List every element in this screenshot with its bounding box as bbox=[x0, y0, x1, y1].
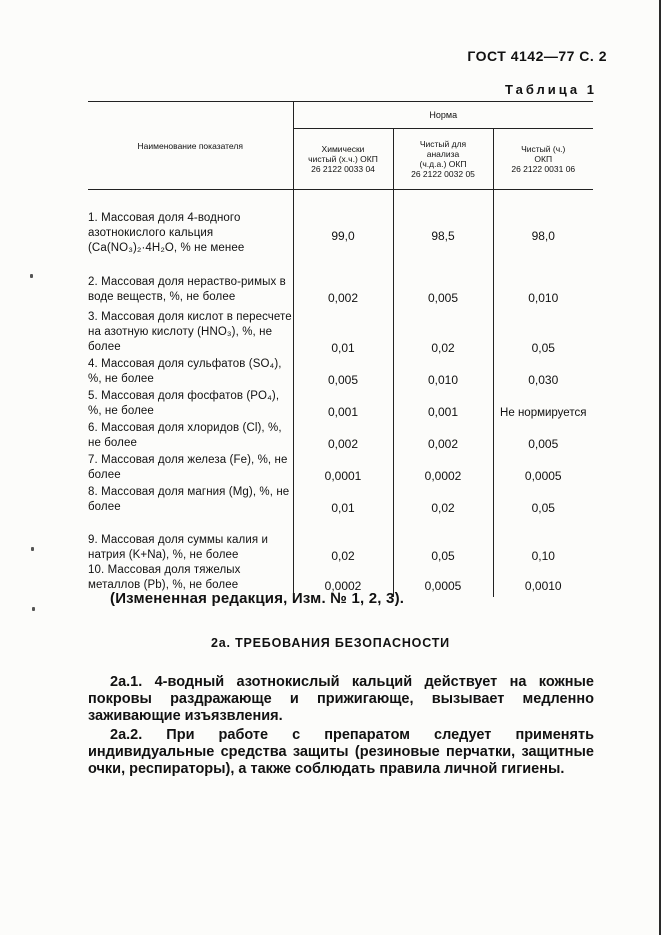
table-label: Таблица 1 bbox=[504, 82, 597, 97]
value-grade-1: 0,002 bbox=[293, 419, 393, 451]
value-grade-1: 0,001 bbox=[293, 387, 393, 419]
value-grade-2: 0,02 bbox=[393, 483, 493, 515]
table-row bbox=[88, 483, 593, 515]
column-header-grade-1: Химически чистый (х.ч.) ОКП 26 2122 0033 04 bbox=[293, 129, 393, 190]
value-grade-2: 0,02 bbox=[393, 305, 493, 355]
value-grade-3: Не нормируется bbox=[493, 387, 593, 419]
value-grade-2: 0,0005 bbox=[393, 563, 493, 597]
value-grade-3: 0,010 bbox=[493, 256, 593, 305]
indicator-name: 7. Массовая доля железа (Fe), %, не более bbox=[88, 453, 288, 481]
table-row bbox=[88, 515, 593, 563]
value-grade-2: 0,05 bbox=[393, 515, 493, 563]
indicator-name: 6. Массовая доля хлоридов (Cl), %, не более bbox=[88, 421, 282, 449]
value-grade-1: 0,02 bbox=[293, 515, 393, 563]
value-grade-3: 0,030 bbox=[493, 355, 593, 387]
indicator-name: 4. Массовая доля сульфатов (SO₄), %, не более bbox=[88, 357, 282, 385]
table-row bbox=[88, 419, 593, 451]
section-title: 2а. ТРЕБОВАНИЯ БЕЗОПАСНОСТИ bbox=[211, 636, 450, 650]
value-grade-2: 0,002 bbox=[393, 419, 493, 451]
column-header-grade-3: Чистый (ч.) ОКП 26 2122 0031 06 bbox=[493, 129, 593, 190]
norms-table bbox=[88, 101, 593, 597]
table-row bbox=[88, 387, 593, 419]
value-grade-3: 0,005 bbox=[493, 419, 593, 451]
value-grade-1: 0,01 bbox=[293, 305, 393, 355]
value-grade-2: 0,0002 bbox=[393, 451, 493, 483]
value-grade-3: 0,0010 bbox=[493, 563, 593, 597]
value-grade-3: 0,0005 bbox=[493, 451, 593, 483]
value-grade-1: 0,0001 bbox=[293, 451, 393, 483]
indicator-name: 2. Массовая доля нераство-римых в воде веществ, %, не более bbox=[88, 275, 286, 303]
value-grade-3: 0,10 bbox=[493, 515, 593, 563]
value-grade-2: 0,010 bbox=[393, 355, 493, 387]
value-grade-2: 0,005 bbox=[393, 256, 493, 305]
value-grade-2: 0,001 bbox=[393, 387, 493, 419]
paragraph-2a2: 2а.2. При работе с препаратом следует применять индивидуальные средства защиты (резиновые перчатки, защитные очки, респираторы), а также соблюдать правила личной гигиены. bbox=[88, 727, 594, 777]
revision-note: (Измененная редакция, Изм. № 1, 2, 3). bbox=[110, 590, 405, 607]
value-grade-1: 0,01 bbox=[293, 483, 393, 515]
value-grade-2: 98,5 bbox=[393, 190, 493, 256]
column-header-norm: Норма bbox=[293, 102, 593, 129]
value-grade-1: 0,0002 bbox=[293, 563, 393, 597]
scan-speck bbox=[30, 274, 33, 278]
value-grade-3: 98,0 bbox=[493, 190, 593, 256]
indicator-name: 8. Массовая доля магния (Mg), %, не более bbox=[88, 485, 290, 513]
value-grade-1: 99,0 bbox=[293, 190, 393, 256]
value-grade-1: 0,002 bbox=[293, 256, 393, 305]
table-row bbox=[88, 190, 593, 256]
indicator-name: 1. Массовая доля 4-водного азотнокислого кальция (Ca(NO₃)₂·4H₂O, % не менее bbox=[88, 211, 245, 254]
table-row bbox=[88, 355, 593, 387]
indicator-name: 10. Массовая доля тяжелых металлов (Pb), %, не более bbox=[88, 563, 241, 591]
indicator-name: 3. Массовая доля кислот в пересчете на азотную кислоту (HNO₃), %, не более bbox=[88, 310, 292, 353]
value-grade-3: 0,05 bbox=[493, 483, 593, 515]
table-row bbox=[88, 256, 593, 305]
indicator-name: 5. Массовая доля фосфатов (PO₄), %, не более bbox=[88, 389, 280, 417]
paragraph-2a1: 2а.1. 4-водный азотнокислый кальций действует на кожные покровы раздражающе и прижигающе, вызывает медленно заживающие изъязвления. bbox=[88, 674, 594, 724]
value-grade-1: 0,005 bbox=[293, 355, 393, 387]
column-header-grade-2: Чистый для анализа (ч.д.а.) ОКП 26 2122 0032 05 bbox=[393, 129, 493, 190]
table-row bbox=[88, 451, 593, 483]
scan-speck bbox=[32, 607, 35, 611]
scan-speck bbox=[31, 547, 34, 551]
table-row bbox=[88, 305, 593, 355]
indicator-name: 9. Массовая доля суммы калия и натрия (K+Na), %, не более bbox=[88, 533, 269, 561]
column-header-indicator: Наименование показателя bbox=[88, 102, 293, 190]
page-header: ГОСТ 4142—77 С. 2 bbox=[467, 48, 607, 64]
value-grade-3: 0,05 bbox=[493, 305, 593, 355]
